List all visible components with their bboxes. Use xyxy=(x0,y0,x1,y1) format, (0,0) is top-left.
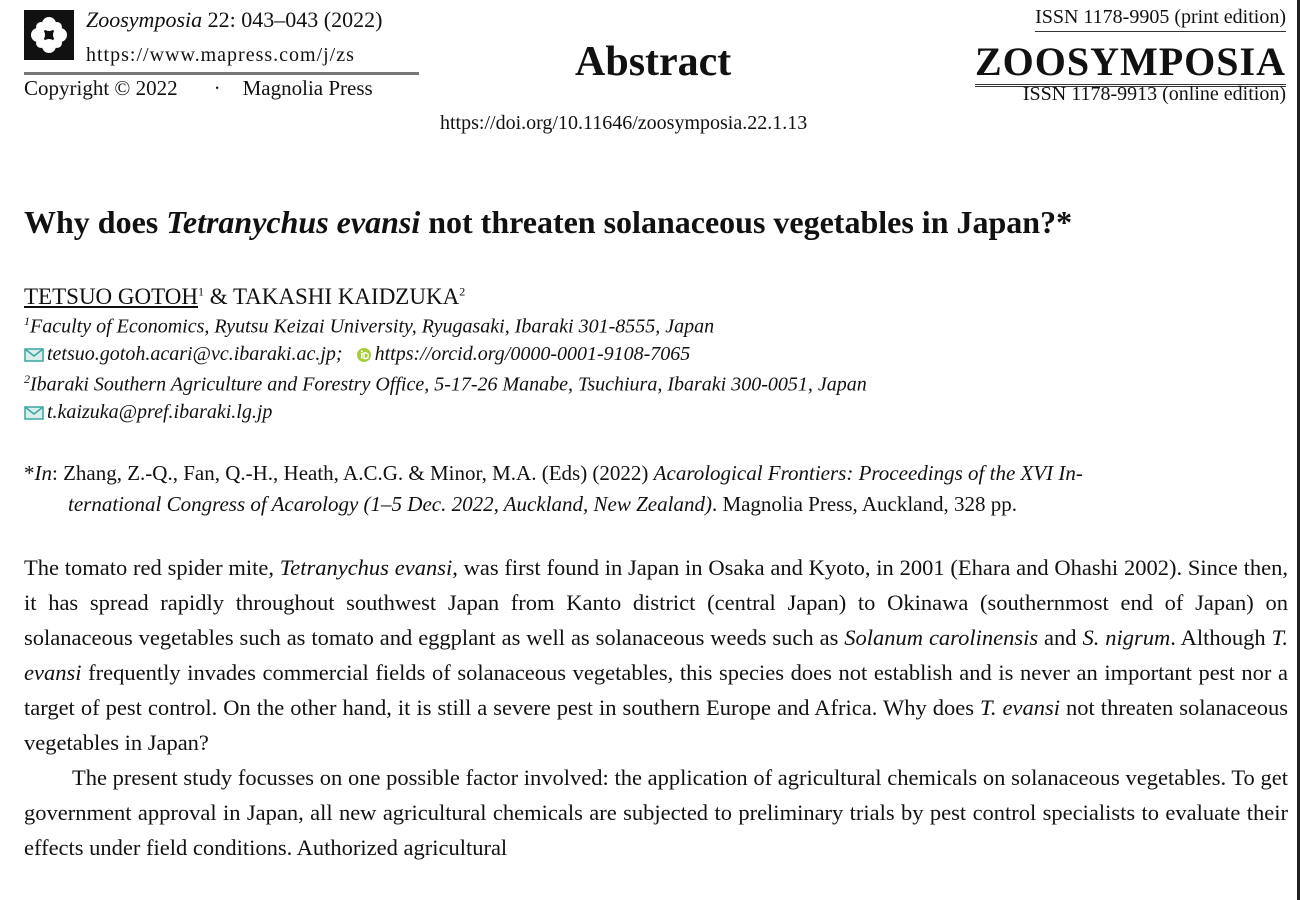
p1-text: not threaten solanaceous vegetables in Japan? xyxy=(24,695,1288,755)
p1-text: , was first found in Japan in Osaka and Kyoto, in 2001 (Ehara and Ohashi 2002). Since then, it has spread rapidly throughout southwest Japan from Kanto district (central Japan) to Okinawa (southernmost end of Japan) on solanaceous vegetables such as tomato and eggplant as well as solanaceous weeds such as xyxy=(24,555,1288,650)
note-editors: : Zhang, Z.-Q., Fan, Q.-H., Heath, A.C.G. & Minor, M.A. (Eds) (2022) xyxy=(52,461,654,485)
mail-icon xyxy=(24,405,44,421)
email-link-1[interactable]: tetsuo.gotoh.acari@vc.ibaraki.ac.jp; xyxy=(47,343,343,365)
copyright-text: Copyright © 2022 xyxy=(24,76,178,100)
note-book-title-2: ternational Congress of Acarology (1–5 Dec. 2022, Auckland, New Zealand) xyxy=(68,492,712,516)
p1-text: and xyxy=(1038,625,1083,650)
journal-citation xyxy=(86,6,382,34)
p1-species: T. evansi xyxy=(980,695,1061,720)
affiliation-1 xyxy=(24,314,714,339)
journal-name: Zoosymposia xyxy=(86,7,203,32)
p1-text: frequently invades commercial fields of solanaceous vegetables, this species does not establish and is never an important pest nor a target of pest control. On the other hand, it is still a severe pest in southern Europe and Africa. Why does xyxy=(24,660,1288,720)
paragraph-2: The present study focusses on one possible factor involved: the application of agricultural chemicals on solanaceous vegetables. To get government approval in Japan, all new agricultural chemicals are subjected to preliminary trials by pest control specialists to evaluate their effects under field conditions. Authorized agricultural xyxy=(24,765,1288,860)
journal-logo-icon xyxy=(24,10,74,60)
author-2-sup: 2 xyxy=(459,284,466,299)
journal-url-link[interactable]: https://www.mapress.com/j/zs xyxy=(86,44,355,66)
issn-print: ISSN 1178-9905 (print edition) xyxy=(1035,6,1286,32)
author-and: & xyxy=(203,284,233,309)
email-link-2[interactable]: t.kaizuka@pref.ibaraki.lg.jp xyxy=(47,401,273,423)
p1-text: . Although xyxy=(1170,625,1272,650)
note-publisher-info: . Magnolia Press, Auckland, 328 pp. xyxy=(711,492,1017,516)
note-star: * xyxy=(24,461,35,485)
orcid-icon xyxy=(356,347,372,363)
note-in-label: In xyxy=(34,461,52,485)
title-species: Tetranychus evansi xyxy=(166,204,421,240)
journal-brand: ZOOSYMPOSIA xyxy=(975,40,1286,87)
affiliation-2-sup: 2 xyxy=(24,372,30,386)
affiliation-1-sup: 1 xyxy=(24,314,30,328)
article-title xyxy=(24,204,1072,241)
publisher-name: Magnolia Press xyxy=(242,76,373,100)
section-label: Abstract xyxy=(575,39,732,85)
copyright-line xyxy=(24,76,373,101)
affiliation-2-text: Ibaraki Southern Agriculture and Forestry Office, 5-17-26 Manabe, Tsuchiura, Ibaraki 300-0051, Japan xyxy=(30,373,867,396)
mail-icon xyxy=(24,347,44,363)
author-1-sup: 1 xyxy=(197,284,204,299)
note-book-title-1: Acarological Frontiers: Proceedings of the XVI In- xyxy=(653,461,1083,485)
doi-link[interactable]: https://doi.org/10.11646/zoosymposia.22.1.13 xyxy=(440,112,808,134)
p1-species: Tetranychus evansi xyxy=(279,555,453,580)
affiliation-1-text: Faculty of Economics, Ryutsu Keizai University, Ryugasaki, Ibaraki 301-8555, Japan xyxy=(30,315,715,338)
title-text-end: not threaten solanaceous vegetables in Japan?* xyxy=(420,204,1073,240)
p1-species: Solanum carolinensis xyxy=(844,625,1039,650)
issn-online: ISSN 1178-9913 (online edition) xyxy=(1022,83,1286,105)
contact-line-1 xyxy=(24,343,690,366)
contact-line-2 xyxy=(24,401,272,424)
proceedings-note xyxy=(24,458,1286,520)
author-1[interactable]: TETSUO GOTOH xyxy=(24,284,198,309)
affiliation-2 xyxy=(24,372,867,397)
author-2: TAKASHI KAIDZUKA xyxy=(232,284,460,309)
p1-text: The tomato red spider mite, xyxy=(24,555,280,580)
author-list xyxy=(24,284,465,310)
paragraph-1 xyxy=(24,550,1288,760)
separator-dot: · xyxy=(213,76,221,100)
p1-species: S. nigrum xyxy=(1082,625,1171,650)
abstract-body xyxy=(24,550,1288,865)
p1-species: T. evansi xyxy=(24,625,1288,685)
header-divider xyxy=(24,72,419,75)
journal-issue: 22: 043–043 (2022) xyxy=(207,7,383,32)
orcid-link-1[interactable]: https://orcid.org/0000-0001-9108-7065 xyxy=(374,343,691,365)
title-text: Why does xyxy=(24,204,167,240)
